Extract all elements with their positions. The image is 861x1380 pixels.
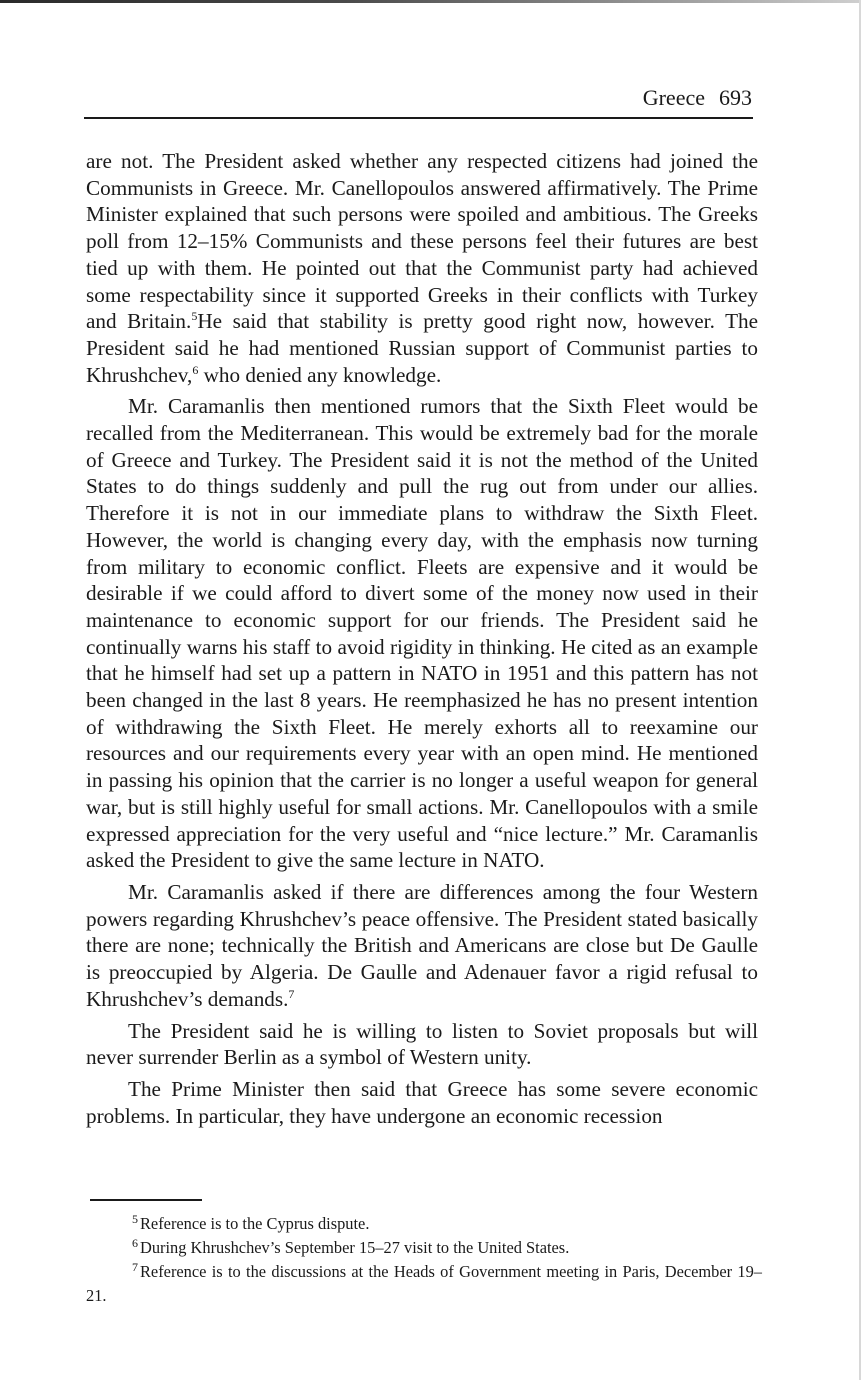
running-head (84, 84, 752, 112)
footnote-6-text: During Khrushchev’s September 15–27 visit to the United States. (140, 1238, 570, 1257)
footnote-7 (86, 1260, 762, 1308)
paragraph-1-text-b: He said that stability is pretty good right now, however. The President said he had mentioned Russian support of Communist parties to Khrushchev, (86, 309, 759, 387)
running-title: Greece (642, 85, 705, 110)
footnote-6-mark: 6 (132, 1235, 138, 1250)
body-text (86, 148, 758, 1134)
footnote-5-text: Reference is to the Cyprus dispute. (140, 1214, 370, 1233)
paragraph-5: The Prime Minister then said that Greece has some severe economic problems. In particular, they have undergone an economic recession (86, 1076, 758, 1128)
scan-edge-top (0, 0, 861, 3)
paragraph-3 (86, 879, 758, 1013)
paragraph-1 (86, 148, 758, 388)
footnote-ref-5: 5 (191, 309, 198, 324)
page-number: 693 (719, 85, 752, 110)
paragraph-4: The President said he is willing to listen to Soviet proposals but will never surrender Berlin as a symbol of Western unity. (86, 1018, 758, 1070)
footnotes (86, 1212, 762, 1308)
header-rule (84, 117, 753, 119)
paragraph-3-text: Mr. Caramanlis asked if there are differences among the four Western powers regarding Khrushchev’s peace offensive. The President stated basically there are none; technically the British and Americans are close but De Gaulle is preoccupied by Algeria. De Gaulle and Adenauer favor a rigid refusal to Khrushchev’s demands. (86, 879, 758, 1011)
footnote-5 (86, 1212, 762, 1236)
paragraph-1-text-a: are not. The President asked whether any respected citizens had joined the Communists in Greece. Mr. Canellopoulos answered affirmatively. The Prime Minister explained that such persons were spoiled and ambitious. The Greeks poll from 12–15% Communists and these persons feel their futures are best tied up with them. He pointed out that the Communist party had achieved some respectability since it supported Greeks in their conflicts with Turkey and Britain. (86, 149, 758, 334)
footnote-7-text: Reference is to the discussions at the Heads of Government meeting in Paris, December 19–21. (86, 1262, 762, 1305)
footnote-ref-7: 7 (288, 986, 295, 1001)
paragraph-1-text-c: who denied any knowledge. (198, 362, 442, 387)
footnote-rule (90, 1199, 202, 1201)
paragraph-2: Mr. Caramanlis then mentioned rumors that the Sixth Fleet would be recalled from the Mediterranean. This would be extremely bad for the morale of Greece and Turkey. The President said it is not the method of the United States to do things suddenly and pull the rug out from under our allies. Therefore it is not in our immediate plans to withdraw the Sixth Fleet. However, the world is changing every day, with the emphasis now turning from military to economic conflict. Fleets are expensive and it would be desirable if we could afford to divert some of the money now used in their maintenance to economic support for our friends. The President said he continually warns his staff to avoid rigidity in thinking. He cited as an example that he himself had set up a pattern in NATO in 1951 and this pattern has not been changed in the last 8 years. He reemphasized he has no present intention of withdrawing the Sixth Fleet. He merely exhorts all to reexamine our resources and our requirements every year with an open mind. He mentioned in passing his opinion that the carrier is no longer a useful weapon for general war, but is still highly useful for small actions. Mr. Canellopoulos with a smile expressed appreciation for the very useful and “nice lecture.” Mr. Caramanlis asked the President to give the same lecture in NATO. (86, 394, 758, 873)
footnote-7-mark: 7 (132, 1259, 138, 1274)
footnote-ref-6: 6 (192, 362, 199, 377)
footnote-5-mark: 5 (132, 1211, 138, 1226)
footnote-6 (86, 1236, 762, 1260)
